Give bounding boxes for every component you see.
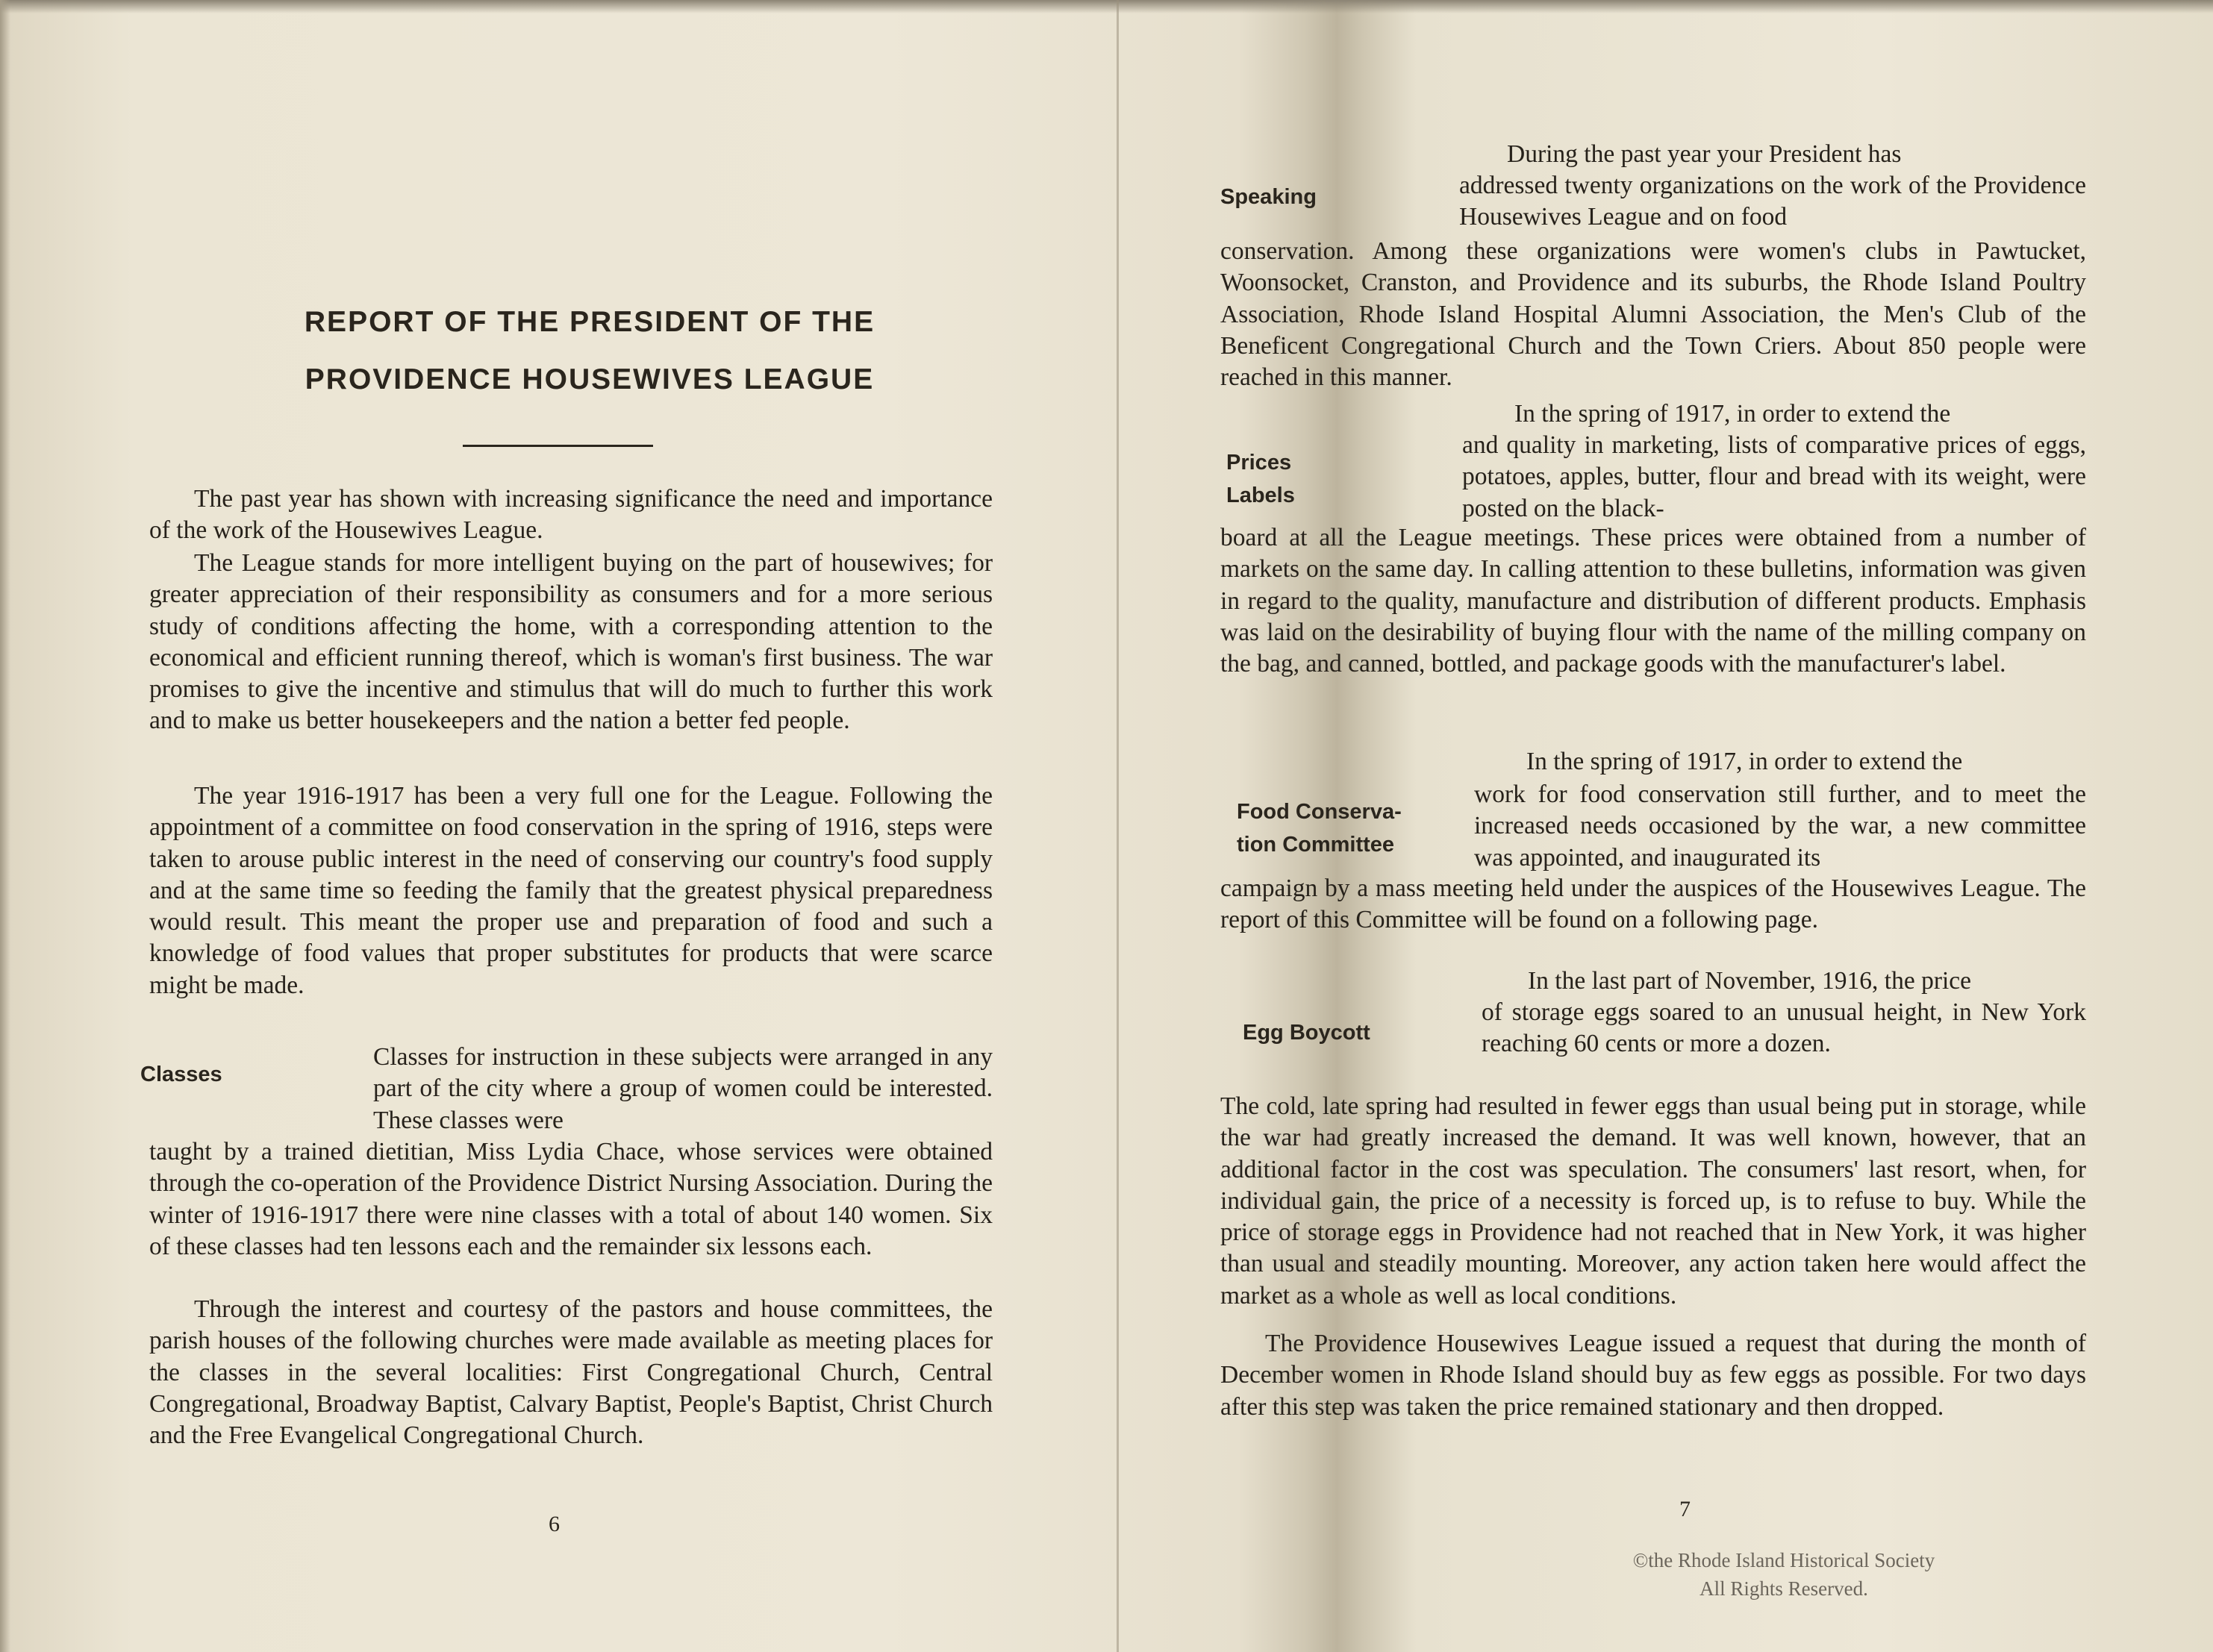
paragraph-intro: The past year has shown with increasing significance the need and importance of the work of the Housewives League. <box>149 485 993 545</box>
book-gutter <box>1117 0 1119 1652</box>
sidehead-committee: tion Committee <box>1237 833 1395 857</box>
sidehead-food-conservation: Food Conserva- <box>1237 800 1402 824</box>
paragraph-classes-rest: taught by a trained dietitian, Miss Lydia Chace, whose services were obtained through the co-operation of the Providence District Nursing Association. During the winter of 1916-1917 there were nine classes with a total of about 140 women. Six of these classes had ten lessons each and the remainder six lessons each. <box>149 1138 993 1260</box>
paragraph-egg-lead: of storage eggs soared to an unusual height, in New York reaching 60 cents or more a dozen. <box>1482 998 2086 1058</box>
paragraph-prices-rest: board at all the League meetings. These prices were obtained from a number of markets on the same day. In calling attention to these bulletins, information was given in regard to the quality, manufacture and distribution of different products. Emphasis was laid on the desirability of buying flour with the name of the milling company on the bag, and canned, bottled, and package goods with the manufacturer's label. <box>1220 524 2086 678</box>
paragraph-food-first: In the spring of 1917, in order to extend the <box>1526 748 1963 775</box>
paragraph-speaking-first: During the past year your President has <box>1507 140 1902 168</box>
paragraph-egg-rest: The cold, late spring had resulted in fewer eggs than usual being put in storage, while the war had greatly increased the demand. It was well known, however, that an additional factor in the cost was speculation. The consumers' last resort, when, for individual gain, the price of a necessity is forced up, is to refuse to buy. While the price of storage eggs in Providence had not reached that in New York, it was higher than usual and steadily mounting. Moreover, any action taken here would affect the market as a whole as well as local conditions. <box>1220 1092 2086 1310</box>
paragraph-food-rest: campaign by a mass meeting held under the auspices of the Housewives League. The report of this Committee will be found on a following page. <box>1220 875 2086 934</box>
sidehead-labels: Labels <box>1226 484 1295 507</box>
paragraph-prices-lead: and quality in marketing, lists of comparative prices of eggs, potatoes, apples, butter, flour and bread with its weight, were posted on the black- <box>1462 431 2086 522</box>
paragraph-speaking-rest: conservation. Among these organizations were women's clubs in Pawtucket, Woonsocket, Cranston, and Providence and its suburbs, the Rhode Island Poultry Association, Rhode Island Hospital Alumni Association, the Men's Club of the Beneficent Congregational Church and the Town Criers. About 850 people were reached in this manner. <box>1220 237 2086 392</box>
sidehead-speaking: Speaking <box>1220 185 1317 209</box>
copyright-line-2: All Rights Reserved. <box>1699 1577 1868 1600</box>
paragraph-egg-first: In the last part of November, 1916, the price <box>1528 967 1972 995</box>
paragraph-food-lead: work for food conservation still further, and to meet the increased needs occasioned by the war, a new committee was appointed, and inaugurated its <box>1474 780 2086 872</box>
copyright-line-1: ©the Rhode Island Historical Society <box>1632 1549 1935 1571</box>
right-page <box>1220 0 2101 1652</box>
paragraph-prices-first: In the spring of 1917, in order to extend the <box>1514 400 1951 428</box>
paragraph-league-stands: The League stands for more intelligent buying on the part of housewives; for greater appreciation of their responsibility as consumers and for a more serious study of conditions affecting the home, with a corresponding attention to the economical and efficient running thereof, which is woman's first business. The war promises to give the incentive and stimulus that will do much to further this work and to make us better housekeepers and the nation a better fed people. <box>149 549 993 735</box>
page-number-right: 7 <box>1679 1497 1691 1521</box>
sidehead-prices: Prices <box>1226 451 1292 475</box>
title-divider <box>463 445 653 447</box>
paragraph-churches: Through the interest and courtesy of the pastors and house committees, the parish houses of the following churches were made available as meeting places for the classes in the several localities: First Congregational Church, Central Congregational, Broadway Baptist, Calvary Baptist, People's Baptist, Christ Church and the Free Evangelical Congregational Church. <box>149 1295 993 1450</box>
left-page <box>127 0 1008 1652</box>
paragraph-egg-request: The Providence Housewives League issued a request that during the month of December women in Rhode Island should buy as few eggs as possible. For two days after this step was taken the price remained stationary and then dropped. <box>1220 1330 2086 1421</box>
page-number-left: 6 <box>549 1512 560 1536</box>
paragraph-classes-lead: Classes for instruction in these subjects were arranged in any part of the city where a group of women could be interested. These classes were <box>373 1043 993 1134</box>
sidehead-classes: Classes <box>140 1063 222 1086</box>
sidehead-egg-boycott: Egg Boycott <box>1243 1021 1370 1045</box>
page-title-line-1: REPORT OF THE PRESIDENT OF THE <box>304 306 875 338</box>
paragraph-speaking-lead: addressed twenty organizations on the work of the Providence Housewives League and on food <box>1459 172 2086 231</box>
page-edge-left <box>0 0 10 1652</box>
page-title-line-2: PROVIDENCE HOUSEWIVES LEAGUE <box>305 363 875 395</box>
paragraph-year-1916-1917: The year 1916-1917 has been a very full one for the League. Following the appointment of a committee on food conservation in the spring of 1916, steps were taken to arouse public interest in the need of conserving our country's food supply and at the same time so feeding the family that the greatest physical preparedness would result. This meant the proper use and preparation of food and such a knowledge of food values that proper substitutes for products that were scarce might be made. <box>149 782 993 999</box>
copyright-notice <box>1597 1546 1970 1603</box>
